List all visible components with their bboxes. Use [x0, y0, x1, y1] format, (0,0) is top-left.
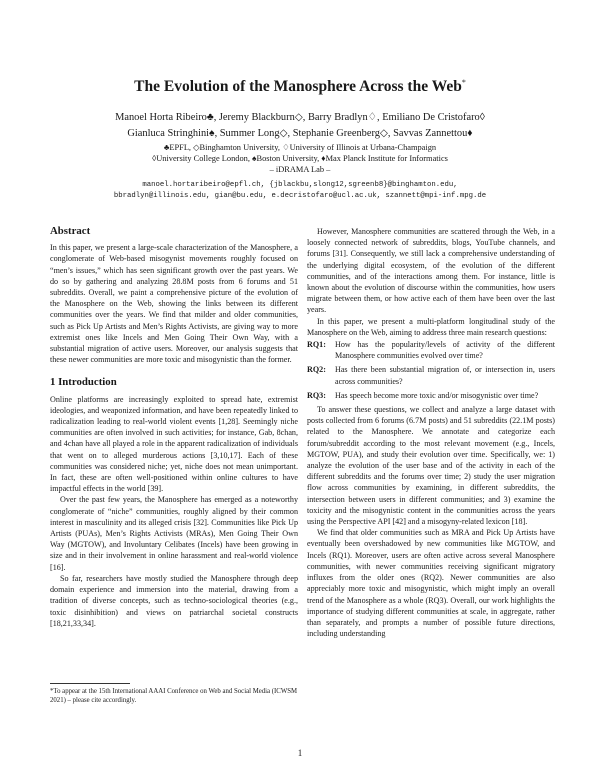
- intro-paragraph-2: Over the past few years, the Manosphere has emerged as a noteworthy conglomerate of “niche” communities, roughly aligned by their common interest in masculinity and its alleged crisis [32]. Communities like Pick Up Artists (PUAs), Men’s Rights Activists (MRAs), Men Going Their Own Way (MGTOW), and Involuntary Celibates (Incels) have been growing in size and in their involvement in online harassment and real-world violence [16].: [50, 495, 298, 572]
- email-line-1: manoel.hortaribeiro@epfl.ch, {jblackbu,slong12,sgreenb8}@binghamton.edu,: [142, 181, 458, 189]
- abstract-text: In this paper, we present a large-scale characterization of the Manosphere, a conglomerate of Web-based misogynist movements roughly focused on “men’s issues,” which has seen significant growth over the past years. We do so by gathering and analyzing 28.8M posts from 6 forums and 51 subreddits. Overall, we paint a comprehensive picture of the evolution of the Manosphere on the Web, showing the links between its different communities over the years. We find that milder and older communities, such as Pick Up Artists and Men’s Rights Activists, are giving way to more extremist ones like Incels and Men Going Their Own Way, with a substantial migration of active users. Moreover, our analysis suggests that these newer communities are more toxic and misogynistic than the former.: [50, 243, 298, 365]
- footnote-rule: [50, 683, 130, 684]
- intro-paragraph-1: Online platforms are increasingly exploited to spread hate, extremist ideologies, and weaponized information, and have been repeatedly linked to radicalization leading to real-world violent events [1,28]. Seemingly niche communities are often involved in such activities; for instance, Gab, 8chan, and 4chan have all played a role in the apparent radicalization of individuals that went on to alleged murderous actions [3,10,17]. Each of these communities was considered niche; yet, niche does not mean unimportant. In fact, these are often well-positioned within online cultures to have impactful effects in the world [39].: [50, 394, 298, 494]
- footnote-text: *To appear at the 15th International AAAI Conference on Web and Social Media (ICWSM 2021) – please cite accordingly.: [50, 688, 298, 704]
- author-line-2: Gianluca Stringhini♠, Summer Long◇, Stephanie Greenberg◇, Savvas Zannettou♦: [127, 128, 473, 139]
- right-paragraph-2: In this paper, we present a multi-platform longitudinal study of the Manosphere on the Web, aiming to address three main research questions:: [307, 316, 555, 337]
- research-question-3: RQ3: Has speech become more toxic and/or misogynistic over time?: [307, 390, 539, 400]
- abstract-heading: Abstract: [50, 225, 91, 237]
- affiliation-line-1: ♣EPFL, ◇Binghamton University, ♢University of Illinois at Urbana-Champaign: [163, 143, 437, 152]
- author-emails: [20, 180, 580, 202]
- footnote: [50, 683, 298, 705]
- right-paragraph-4: We find that older communities such as MRA and Pick Up Artists have eventually been overshadowed by new communities like MGTOW, and Incels (RQ1). Moreover, users are often active across several Manosphere communities, with newer communities receiving significant migratory influxes from the older ones (RQ2). Newer communities are also appreciably more toxic and misogynistic, which might imply an overall trend of the Manosphere as a whole (RQ3). Overall, our work highlights the importance of studying different communities at scale, in aggregate, rather than separately, and prompts a number of possible future directions, including understanding: [307, 528, 555, 639]
- right-column: [307, 226, 555, 639]
- email-line-2: bbradlyn@illinois.edu, gian@bu.edu, e.decristofaro@ucl.ac.uk, szannett@mpi-inf.mpg.de: [113, 192, 487, 200]
- left-column: [50, 226, 298, 629]
- author-list: [20, 110, 580, 142]
- author-line-1: Manoel Horta Ribeiro♣, Jeremy Blackburn◇, Barry Bradlyn♢, Emiliano De Cristofaro◊: [115, 112, 485, 123]
- affiliations: [20, 142, 580, 175]
- right-paragraph-3: To answer these questions, we collect and analyze a large dataset with posts collected from 6 forums (6.7M posts) and 51 subreddits (22.1M posts) related to the Manosphere. We annotate and categorize each forum/subreddit according to the most relevant movement (e.g., Incels, MGTOW, PUA), and study their evolution over time. Specifically, we: 1) analyze the evolution of the user base and of the activity in each of the different subreddits and the forums over time; 2) study the user migration flow across communities by examining, in different subreddits, the intersection between users in different communities; and 3) examine the toxicity and the misogynistic content in the communities across the years using the Perspective API [42] and a misogyny-related lexicon [18].: [307, 405, 555, 527]
- affiliation-lab: – iDRAMA Lab –: [269, 165, 331, 174]
- intro-paragraph-3: So far, researchers have mostly studied the Manosphere through deep domain experience and immersion into the material, drawing from a tradition of diverse concepts, such as techno-sociological theories (e.g., toxic disinhibition) and views on patriarchal societal constructs [18,21,33,34].: [50, 573, 298, 628]
- affiliation-line-2: ◊University College London, ♠Boston University, ♦Max Planck Institute for Informatics: [152, 154, 448, 163]
- research-question-2: RQ2: Has there been substantial migration of, or intersection in, users across communities?: [307, 365, 555, 386]
- research-question-1: RQ1: How has the popularity/levels of activity of the different Manosphere communities evolved over time?: [307, 340, 555, 361]
- introduction-heading: 1 Introduction: [50, 376, 117, 389]
- paper-title: The Evolution of the Manosphere Across the Web*: [134, 78, 466, 96]
- right-paragraph-1: However, Manosphere communities are scattered through the Web, in a loosely connected network of subreddits, blogs, YouTube channels, and forums [31]. Consequently, we still lack a comprehensive understanding of the underlying digital ecosystem, of the evolution of the different communities, and of the interactions among them. For instance, little is known about the evolution of discourse within the communities, how users migrate between them, or how active each of them have been over the last years.: [307, 227, 555, 315]
- title-footnote-mark: *: [461, 78, 466, 87]
- page-number: 1: [297, 748, 303, 758]
